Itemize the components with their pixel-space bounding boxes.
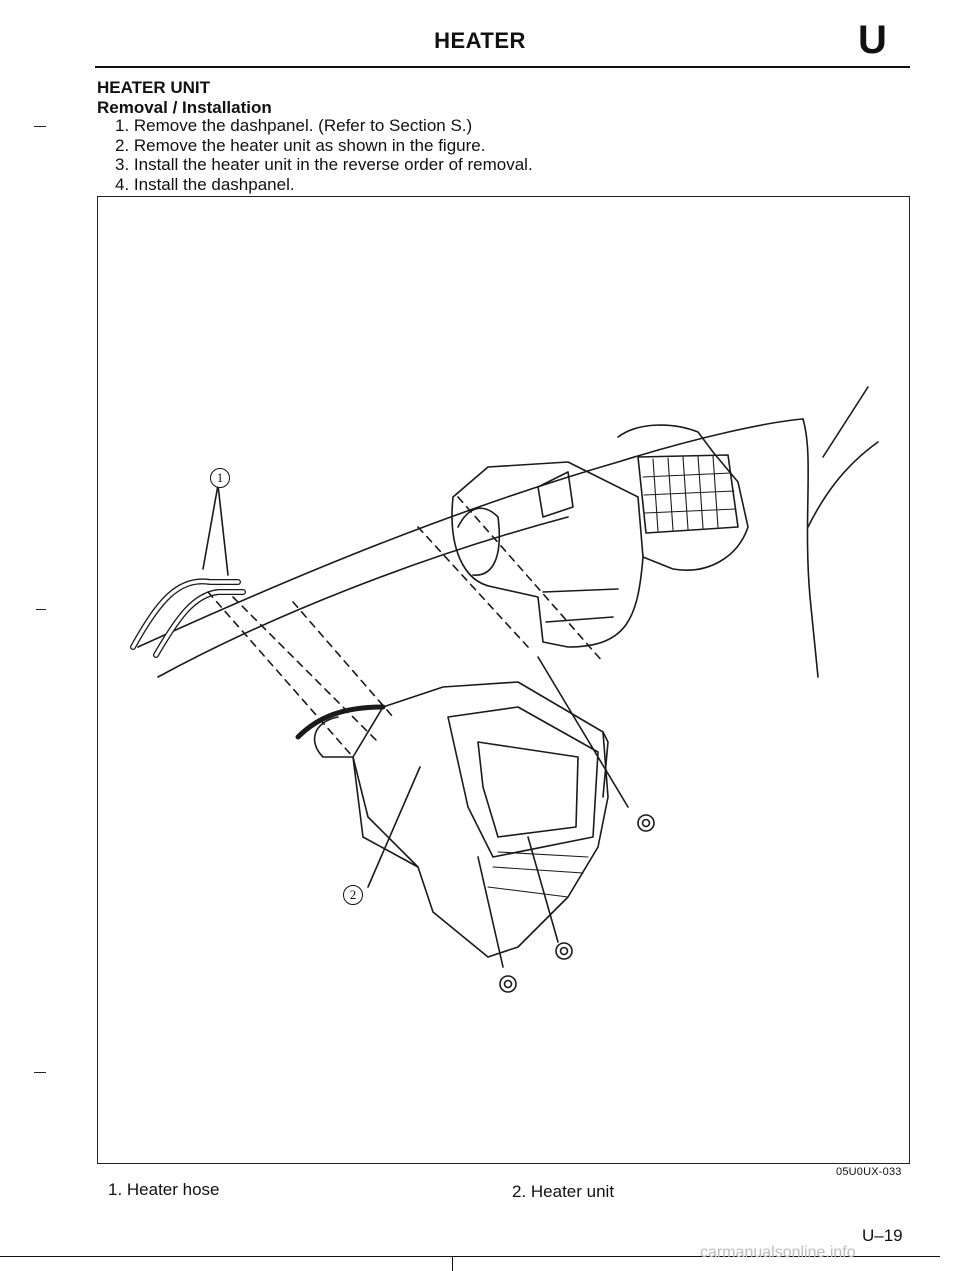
page-number: U–19: [862, 1226, 903, 1245]
heater-unit-body: [315, 717, 418, 867]
dashboard-outline: [138, 419, 803, 647]
section-subheading: Removal / Installation: [97, 98, 272, 117]
heater-unit-body: [478, 742, 578, 837]
blower-grille: [643, 456, 736, 531]
heater-unit-body: [353, 682, 608, 957]
procedure-step: 3. Install the heater unit in the reverse order of removal.: [115, 155, 533, 174]
leader-line: [368, 767, 420, 887]
header-rule: [95, 66, 910, 68]
margin-mark: [36, 609, 46, 610]
figure-frame: [97, 196, 910, 1164]
blower-case: [538, 472, 573, 517]
nut-icon: [500, 976, 516, 992]
legend-item-heater-hose: 1. Heater hose: [108, 1180, 220, 1199]
section-letter: U: [858, 18, 887, 62]
dashboard-outline: [823, 387, 868, 457]
figure-code: 05U0UX-033: [836, 1166, 902, 1178]
guide-line: [208, 497, 603, 757]
procedure-step: 4. Install the dashpanel.: [115, 174, 295, 194]
procedure-steps: [115, 116, 533, 194]
heater-unit-body: [298, 707, 383, 737]
dashboard-outline: [808, 442, 878, 527]
procedure-step: 2. Remove the heater unit as shown in the figure.: [115, 135, 486, 155]
watermark: carmanualsonline.info: [700, 1244, 856, 1261]
margin-mark: [34, 1072, 46, 1073]
callout-2: 2: [343, 885, 363, 905]
procedure-step: 1. Remove the dashpanel. (Refer to Section S.): [115, 116, 473, 135]
nut-icon: [638, 815, 654, 831]
heater-hose: [156, 592, 243, 655]
legend-item-heater-unit: 2. Heater unit: [512, 1182, 615, 1201]
callout-1: 1: [210, 468, 230, 488]
page-title: HEATER: [434, 28, 526, 53]
section-heading: HEATER UNIT: [97, 78, 211, 97]
blower-case: [452, 462, 643, 647]
nut-icon: [556, 943, 572, 959]
footer-tick: [452, 1256, 453, 1271]
dashboard-outline: [158, 517, 568, 677]
heater-unit-illustration: [98, 197, 911, 1165]
margin-mark: [34, 126, 46, 127]
dashboard-outline: [803, 419, 818, 677]
leader-line: [203, 485, 228, 575]
blower-case: [458, 508, 499, 575]
